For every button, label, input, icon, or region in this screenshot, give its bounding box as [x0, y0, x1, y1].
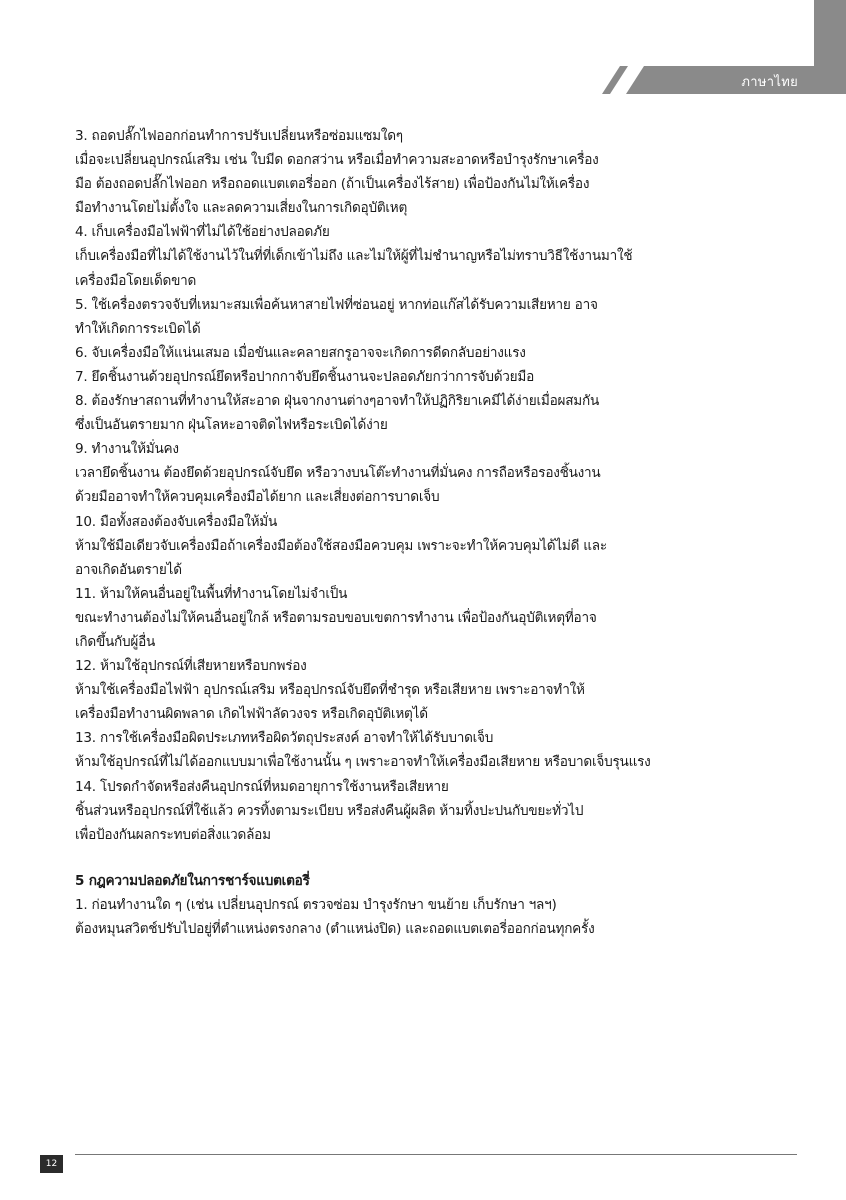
- text-line: ด้วยมืออาจทำให้ควบคุมเครื่องมือได้ยาก และเสี่ยงต่อการบาดเจ็บ: [75, 489, 440, 506]
- section-gap: [75, 847, 835, 869]
- text-line: ซึ่งเป็นอันตรายมาก ฝุ่นโลหะอาจติดไฟหรือระเบิดได้ง่าย: [75, 417, 388, 434]
- text-line: 11. ห้ามให้คนอื่นอยู่ในพื้นที่ทำงานโดยไม่จำเป็น: [75, 585, 348, 602]
- text-line: ห้ามใช้เครื่องมือไฟฟ้า อุปกรณ์เสริม หรืออุปกรณ์จับยึดที่ชำรุด หรือเสียหาย เพราะอาจทำให้: [75, 682, 585, 699]
- text-line: มือ ต้องถอดปลั๊กไฟออก หรือถอดแบตเตอรี่ออก (ถ้าเป็นเครื่องไร้สาย) เพื่อป้องกันไม่ให้เครื่อง: [75, 176, 590, 193]
- text-line: 4. เก็บเครื่องมือไฟฟ้าที่ไม่ได้ใช้อย่างปลอดภัย: [75, 224, 330, 241]
- text-line: เก็บเครื่องมือที่ไม่ได้ใช้งานไว้ในที่ที่เด็กเข้าไม่ถึง และไม่ให้ผู้ที่ไม่ชำนาญหรือไม่ทราบวิธีใช้งานมาใช้: [75, 248, 633, 265]
- text-line: 8. ต้องรักษาสถานที่ทำงานให้สะอาด ฝุ่นจากงานต่างๆอาจทำให้ปฏิกิริยาเคมีได้ง่ายเมื่อผสมกัน: [75, 393, 600, 410]
- text-line: 14. โปรดกำจัดหรือส่งคืนอุปกรณ์ที่หมดอายุการใช้งานหรือเสียหาย: [75, 778, 449, 795]
- page-content: [75, 124, 835, 941]
- text-line: เวลายึดชิ้นงาน ต้องยึดด้วยอุปกรณ์จับยึด หรือวางบนโต๊ะทำงานที่มั่นคง การถือหรือรองชิ้นงาน: [75, 465, 601, 482]
- text-line: 5. ใช้เครื่องตรวจจับที่เหมาะสมเพื่อค้นหาสายไฟที่ซ่อนอยู่ หากท่อแก๊สได้รับความเสียหาย อาจ: [75, 296, 598, 313]
- text-line: 13. การใช้เครื่องมือผิดประเภทหรือผิดวัตถุประสงค์ อาจทำให้ได้รับบาดเจ็บ: [75, 730, 494, 747]
- text-line: เพื่อป้องกันผลกระทบต่อสิ่งแวดล้อม: [75, 826, 271, 843]
- text-line: 12. ห้ามใช้อุปกรณ์ที่เสียหายหรือบกพร่อง: [75, 658, 307, 675]
- text-line: 6. จับเครื่องมือให้แน่นเสมอ เมื่อขันและคลายสกรูอาจจะเกิดการดีดกลับอย่างแรง: [75, 344, 526, 361]
- text-line: ห้ามใช้มือเดียวจับเครื่องมือถ้าเครื่องมือต้องใช้สองมือควบคุม เพราะจะทำให้ควบคุมได้ไม่ดี และ: [75, 537, 607, 554]
- text-line: ชิ้นส่วนหรืออุปกรณ์ที่ใช้แล้ว ควรทิ้งตามระเบียบ หรือส่งคืนผู้ผลิต ห้ามทิ้งปะปนกับขยะทั่วไป: [75, 802, 584, 819]
- language-label: ภาษาไทย: [741, 75, 798, 90]
- text-line: ขณะทำงานต้องไม่ให้คนอื่นอยู่ใกล้ หรือตามรอบขอบเขตการทำงาน เพื่อป้องกันอุบัติเหตุที่อาจ: [75, 609, 597, 626]
- text-line: อาจเกิดอันตรายได้: [75, 561, 182, 578]
- footer-divider: [75, 1154, 797, 1155]
- text-line: 7. ยึดชิ้นงานด้วยอุปกรณ์ยึดหรือปากกาจับยึดชิ้นงานจะปลอดภัยกว่าการจับด้วยมือ: [75, 368, 535, 385]
- language-tab-shape: [602, 66, 846, 94]
- section-title: 5 กฎความปลอดภัยในการชาร์จแบตเตอรี่: [75, 872, 310, 889]
- text-line: 1. ก่อนทำงานใด ๆ (เช่น เปลี่ยนอุปกรณ์ ตรวจซ่อม บำรุงรักษา ขนย้าย เก็บรักษา ฯลฯ): [75, 896, 557, 913]
- text-line: มือทำงานโดยไม่ตั้งใจ และลดความเสี่ยงในการเกิดอุบัติเหตุ: [75, 200, 408, 217]
- page-number: 12: [40, 1155, 63, 1173]
- text-line: ทำให้เกิดการระเบิดได้: [75, 320, 201, 337]
- text-line: เครื่องมือทำงานผิดพลาด เกิดไฟฟ้าลัดวงจร หรือเกิดอุบัติเหตุได้: [75, 706, 428, 723]
- text-line: เครื่องมือโดยเด็ดขาด: [75, 272, 197, 289]
- text-line: ห้ามใช้อุปกรณ์ที่ไม่ได้ออกแบบมาเพื่อใช้งานนั้น ๆ เพราะอาจทำให้เครื่องมือเสียหาย หรือบาดเจ็บรุนแรง: [75, 754, 651, 771]
- text-line: เมื่อจะเปลี่ยนอุปกรณ์เสริม เช่น ใบมีด ดอกสว่าน หรือเมื่อทำความสะอาดหรือบำรุงรักษาเครื่อง: [75, 152, 599, 169]
- text-line: 9. ทำงานให้มั่นคง: [75, 441, 179, 458]
- header-corner-block: [814, 0, 846, 66]
- text-line: 3. ถอดปลั๊กไฟออกก่อนทำการปรับเปลี่ยนหรือซ่อมแซมใดๆ: [75, 128, 403, 144]
- text-line: เกิดขึ้นกับผู้อื่น: [75, 633, 156, 650]
- text-line: 10. มือทั้งสองต้องจับเครื่องมือให้มั่น: [75, 513, 278, 530]
- language-tab: [602, 66, 846, 94]
- text-line: ต้องหมุนสวิตช์ปรับไปอยู่ที่ตำแหน่งตรงกลาง (ตำแหน่งปิด) และถอดแบตเตอรี่ออกก่อนทุกครั้ง: [75, 921, 595, 937]
- section-text: [75, 893, 835, 941]
- body-text: [75, 124, 835, 847]
